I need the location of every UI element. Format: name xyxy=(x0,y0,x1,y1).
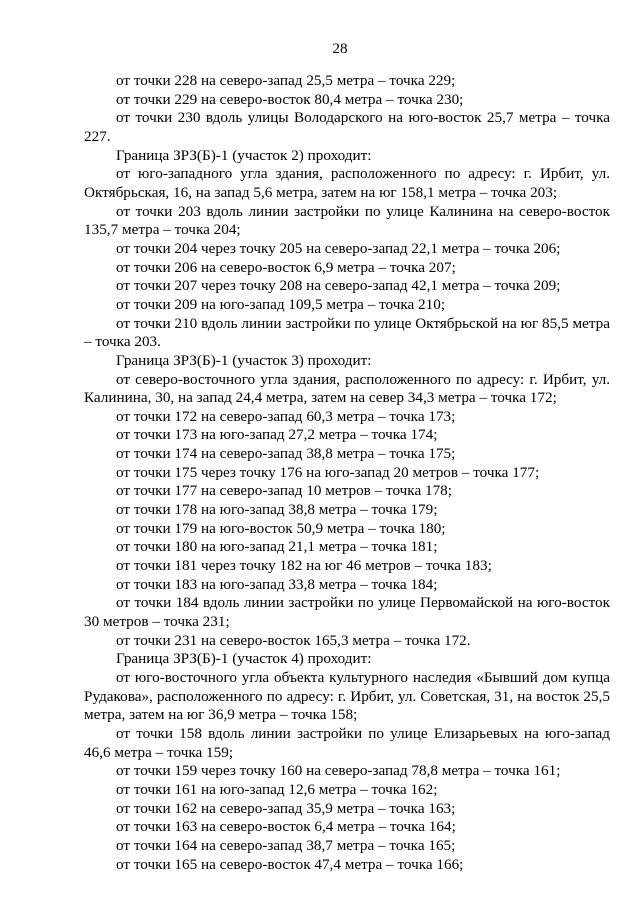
paragraph: от точки 162 на северо-запад 35,9 метра – точка 163; xyxy=(116,799,456,817)
paragraph: от точки 209 на юго-запад 109,5 метра – точка 210; xyxy=(116,295,446,313)
paragraph: от точки 177 на северо-запад 10 метров – точка 178; xyxy=(116,482,452,500)
document-body xyxy=(84,72,610,874)
paragraph: от точки 231 на северо-восток 165,3 метра – точка 172. xyxy=(116,631,471,649)
paragraph: от точки 229 на северо-восток 80,4 метра – точка 230; xyxy=(116,90,464,108)
paragraph: от юго-восточного угла объекта культурного наследия «Бывший дом купца Рудакова», расположенного по адресу: г. Ирбит, ул. Советская, 31, на восток 25,5 метра, затем на юг 36,9 метра – точка 158; xyxy=(84,669,610,724)
paragraph: от точки 179 на юго-восток 50,9 метра – точка 180; xyxy=(116,519,446,537)
paragraph: от точки 172 на северо-запад 60,3 метра – точка 173; xyxy=(116,407,456,425)
paragraph: от точки 210 вдоль линии застройки по улице Октябрьской на юг 85,5 метра – точка 203. xyxy=(84,314,610,351)
paragraph: от точки 181 через точку 182 на юг 46 метров – точка 183; xyxy=(116,557,492,575)
paragraph: от точки 159 через точку 160 на северо-запад 78,8 метра – точка 161; xyxy=(116,762,561,780)
paragraph: от точки 174 на северо-запад 38,8 метра – точка 175; xyxy=(116,445,456,463)
paragraph: от точки 206 на северо-восток 6,9 метра – точка 207; xyxy=(116,258,456,276)
paragraph: от точки 163 на северо-восток 6,4 метра – точка 164; xyxy=(116,818,456,836)
section-heading: Граница ЗРЗ(Б)-1 (участок 4) проходит: xyxy=(116,650,372,668)
section-heading: Граница ЗРЗ(Б)-1 (участок 2) проходит: xyxy=(116,146,372,164)
paragraph: от точки 184 вдоль линии застройки по улице Первомайской на юго-восток 30 метров – точка 231; xyxy=(84,594,610,631)
paragraph: от точки 178 на юго-запад 38,8 метра – точка 179; xyxy=(116,501,438,519)
paragraph: от точки 204 через точку 205 на северо-запад 22,1 метра – точка 206; xyxy=(116,239,561,257)
paragraph: от точки 173 на юго-запад 27,2 метра – точка 174; xyxy=(116,426,438,444)
page-number: 28 xyxy=(332,40,348,57)
paragraph: от точки 207 через точку 208 на северо-запад 42,1 метра – точка 209; xyxy=(116,277,561,295)
paragraph: от точки 183 на юго-запад 33,8 метра – точка 184; xyxy=(116,575,438,593)
paragraph: от северо-восточного угла здания, расположенного по адресу: г. Ирбит, ул. Калинина, 30, на запад 24,4 метра, затем на север 34,3 метра – точка 172; xyxy=(84,370,610,407)
paragraph: от точки 165 на северо-восток 47,4 метра – точка 166; xyxy=(116,855,464,873)
section-heading: Граница ЗРЗ(Б)-1 (участок 3) проходит: xyxy=(116,351,372,369)
paragraph: от точки 161 на юго-запад 12,6 метра – точка 162; xyxy=(116,780,438,798)
paragraph: от точки 180 на юго-запад 21,1 метра – точка 181; xyxy=(116,538,438,556)
paragraph: от юго-западного угла здания, расположенного по адресу: г. Ирбит, ул. Октябрьская, 16, на запад 5,6 метра, затем на юг 158,1 метра – точка 203; xyxy=(84,165,610,201)
paragraph: от точки 203 вдоль линии застройки по улице Калинина на северо-восток 135,7 метра – точка 204; xyxy=(84,202,610,239)
paragraph: от точки 158 вдоль линии застройки по улице Елизарьевых на юго-запад 46,6 метра – точка 159; xyxy=(84,724,610,761)
paragraph: от точки 175 через точку 176 на юго-запад 20 метров – точка 177; xyxy=(116,463,540,481)
paragraph: от точки 164 на северо-запад 38,7 метра – точка 165; xyxy=(116,836,456,854)
paragraph: от точки 230 вдоль улицы Володарского на юго-восток 25,7 метра – точка 227. xyxy=(84,109,610,145)
paragraph: от точки 228 на северо-запад 25,5 метра – точка 229; xyxy=(116,72,456,89)
